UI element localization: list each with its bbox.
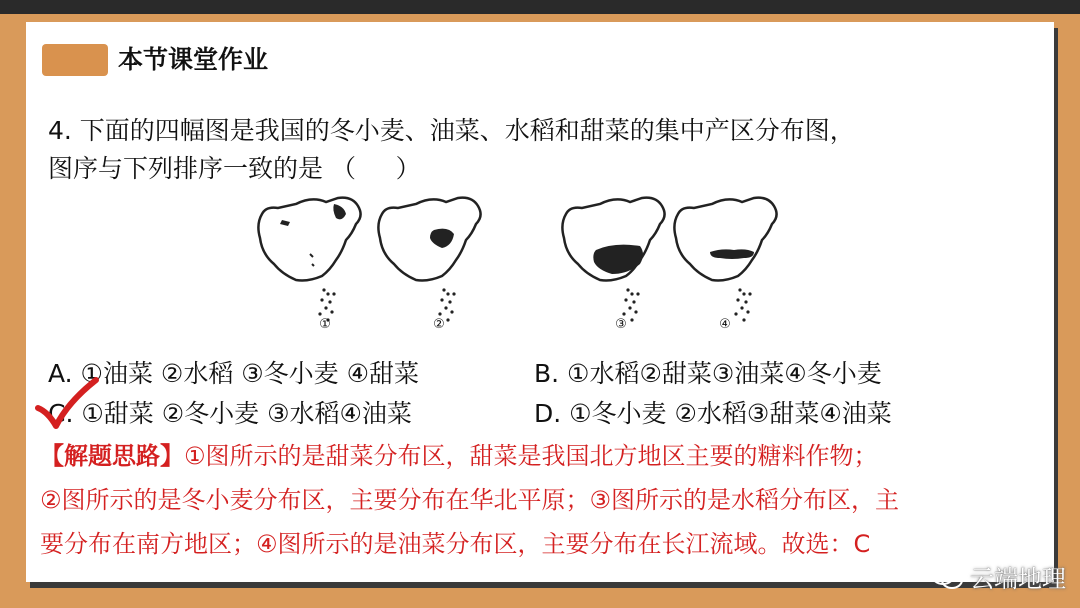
solution-line-2: ②图所示的是冬小麦分布区，主要分布在华北平原；③图所示的是水稻分布区，主 [40, 486, 900, 514]
solution-line-3: 要分布在南方地区；④图所示的是油菜分布区，主要分布在长江流域。故选：C [40, 530, 871, 558]
option-a[interactable]: A. ①油菜 ②水稻 ③冬小麦 ④甜菜 [48, 359, 420, 388]
solution-text [40, 434, 1040, 566]
question-line-2: 图序与下列排序一致的是 （ ） [48, 154, 421, 183]
wechat-icon [930, 564, 964, 590]
map-1-label: ① [319, 317, 331, 332]
slide [26, 22, 1054, 582]
watermark-text: 云端地理 [970, 565, 1066, 593]
map-4-rapeseed [668, 194, 798, 329]
solution-heading: 【解题思路】 [40, 442, 184, 470]
top-bar [0, 0, 1080, 14]
map-3-label: ③ [615, 317, 627, 332]
question-text [48, 112, 1038, 188]
watermark [930, 559, 1066, 594]
map-2-label: ② [433, 317, 445, 332]
map-4-label: ④ [719, 317, 731, 332]
map-2-winter-wheat [372, 194, 502, 329]
map-1-beet [252, 194, 382, 329]
section-title: 本节课堂作业 [118, 45, 269, 74]
option-b[interactable]: B. ①水稻②甜菜③油菜④冬小麦 [534, 359, 882, 388]
option-d[interactable]: D. ①冬小麦 ②水稻③甜菜④油菜 [534, 399, 892, 428]
solution-line-1-text: ①图所示的是甜菜分布区，甜菜是我国北方地区主要的糖料作物； [184, 442, 878, 470]
question-line-1: 4. 下面的四幅图是我国的冬小麦、油菜、水稻和甜菜的集中产区分布图， [48, 116, 855, 145]
option-c[interactable]: C. ①甜菜 ②冬小麦 ③水稻④油菜 [48, 399, 412, 428]
map-3-rice [556, 194, 686, 329]
solution-line-1 [40, 434, 1040, 478]
section-tag [42, 44, 108, 76]
checkmark-icon [34, 374, 104, 438]
